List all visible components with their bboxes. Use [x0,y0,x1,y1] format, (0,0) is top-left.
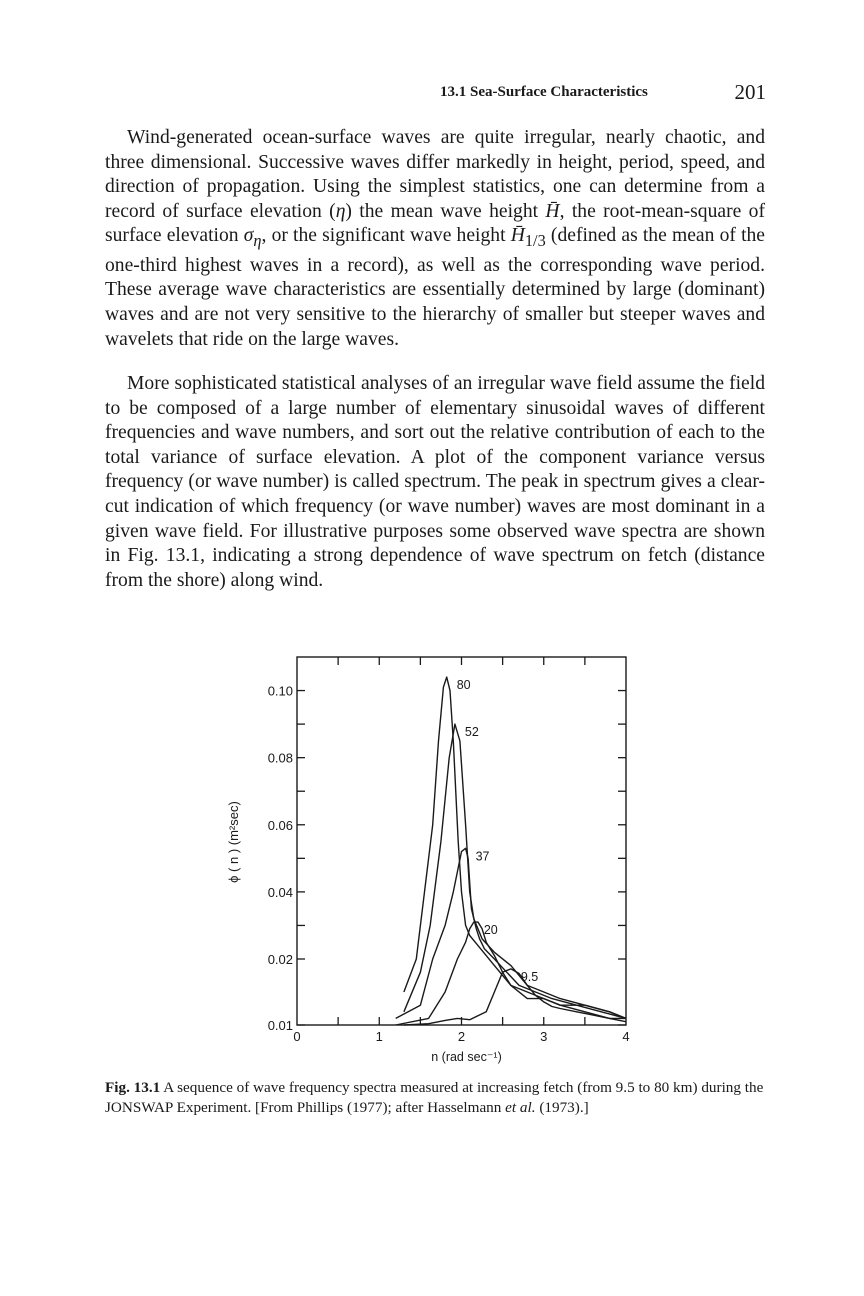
spectrum-curve-9-5 [404,969,626,1025]
h13-subscript: 1/3 [524,231,546,251]
x-tick-label: 3 [540,1029,548,1044]
eta-symbol: η [335,200,346,222]
series-label-37: 37 [475,849,490,864]
y-axis-label: ϕ ( n ) (m²sec) [226,801,241,883]
series-label-9-5: 9.5 [520,969,539,984]
x-tick-label: 4 [622,1029,630,1044]
sigma-symbol: σ [243,225,254,247]
page-number: 201 [734,80,766,104]
x-tick-label: 2 [457,1029,466,1044]
y-tick-label: 0.10 [267,683,293,699]
series-label-20: 20 [483,923,498,938]
y-tick-label: 0.04 [267,884,293,900]
series-label-80: 80 [456,678,471,693]
spectrum-curve-80 [404,677,626,1018]
sigma-subscript: η [253,231,262,251]
plot-frame [297,657,626,1025]
spectrum-curve-37 [396,848,626,1018]
h13-symbol: H̄ [510,225,525,247]
y-tick-label: 0.02 [267,952,293,967]
h-bar-symbol: H̄ [545,200,560,222]
x-axis-label: n (rad sec⁻¹) [431,1050,502,1064]
x-tick-label: 0 [293,1029,301,1044]
x-tick-label: 1 [375,1029,383,1044]
figure-caption: Fig. 13.1 A sequence of wave frequency spectra measured at increasing fetch (from 9.5 to 80 km) during the JONSWAP Experiment. [From Phillips (1977); after Hasselmann et al. (1973).] [105,1079,764,1116]
figure-label: Fig. 13.1 [105,1079,161,1096]
y-tick-label: 0.01 [267,1018,293,1033]
y-tick-label: 0.08 [267,750,293,766]
section-title: 13.1 Sea-Surface Characteristics [440,84,648,100]
series-label-52: 52 [464,725,479,740]
y-tick-label: 0.06 [267,817,293,833]
paragraph-1: Wind-generated ocean-surface waves are quite irregular, nearly chaotic, and three dimensional. Successive waves differ markedly in height, period, speed, and direction of propagation. Using the simplest statistics, one can determine from a record of surface elevation (η) the mean wave height H̄, the root-mean-square of surface elevation $\sigma_\eta$, or the significant wave height $H̄_{1/3}$ (defined as the mean of the one-third highest waves in a record), as well as the corresponding wave period. These average wave characteristics are essentially determined by large (dominant) waves and are not very sensitive to the hierarchy of smaller but steeper waves and wavelets that ride on the large waves. [105,127,766,350]
paragraph-2: More sophisticated statistical analyses of an irregular wave field assume the field to be composed of a large number of elementary sinusoidal waves of different frequencies and wave numbers, and sort out the relative contribution of each to the total variance of surface elevation. A plot of the component variance versus frequency (or wave number) is called spectrum. The peak in spectrum gives a clear-cut indication of which frequency (or wave number) waves are most dominant in a given wave field. For illustrative purposes some observed wave spectra are shown in Fig. 13.1, indicating a strong dependence of wave spectrum on fetch (distance from the shore) along wind. [105,373,765,591]
